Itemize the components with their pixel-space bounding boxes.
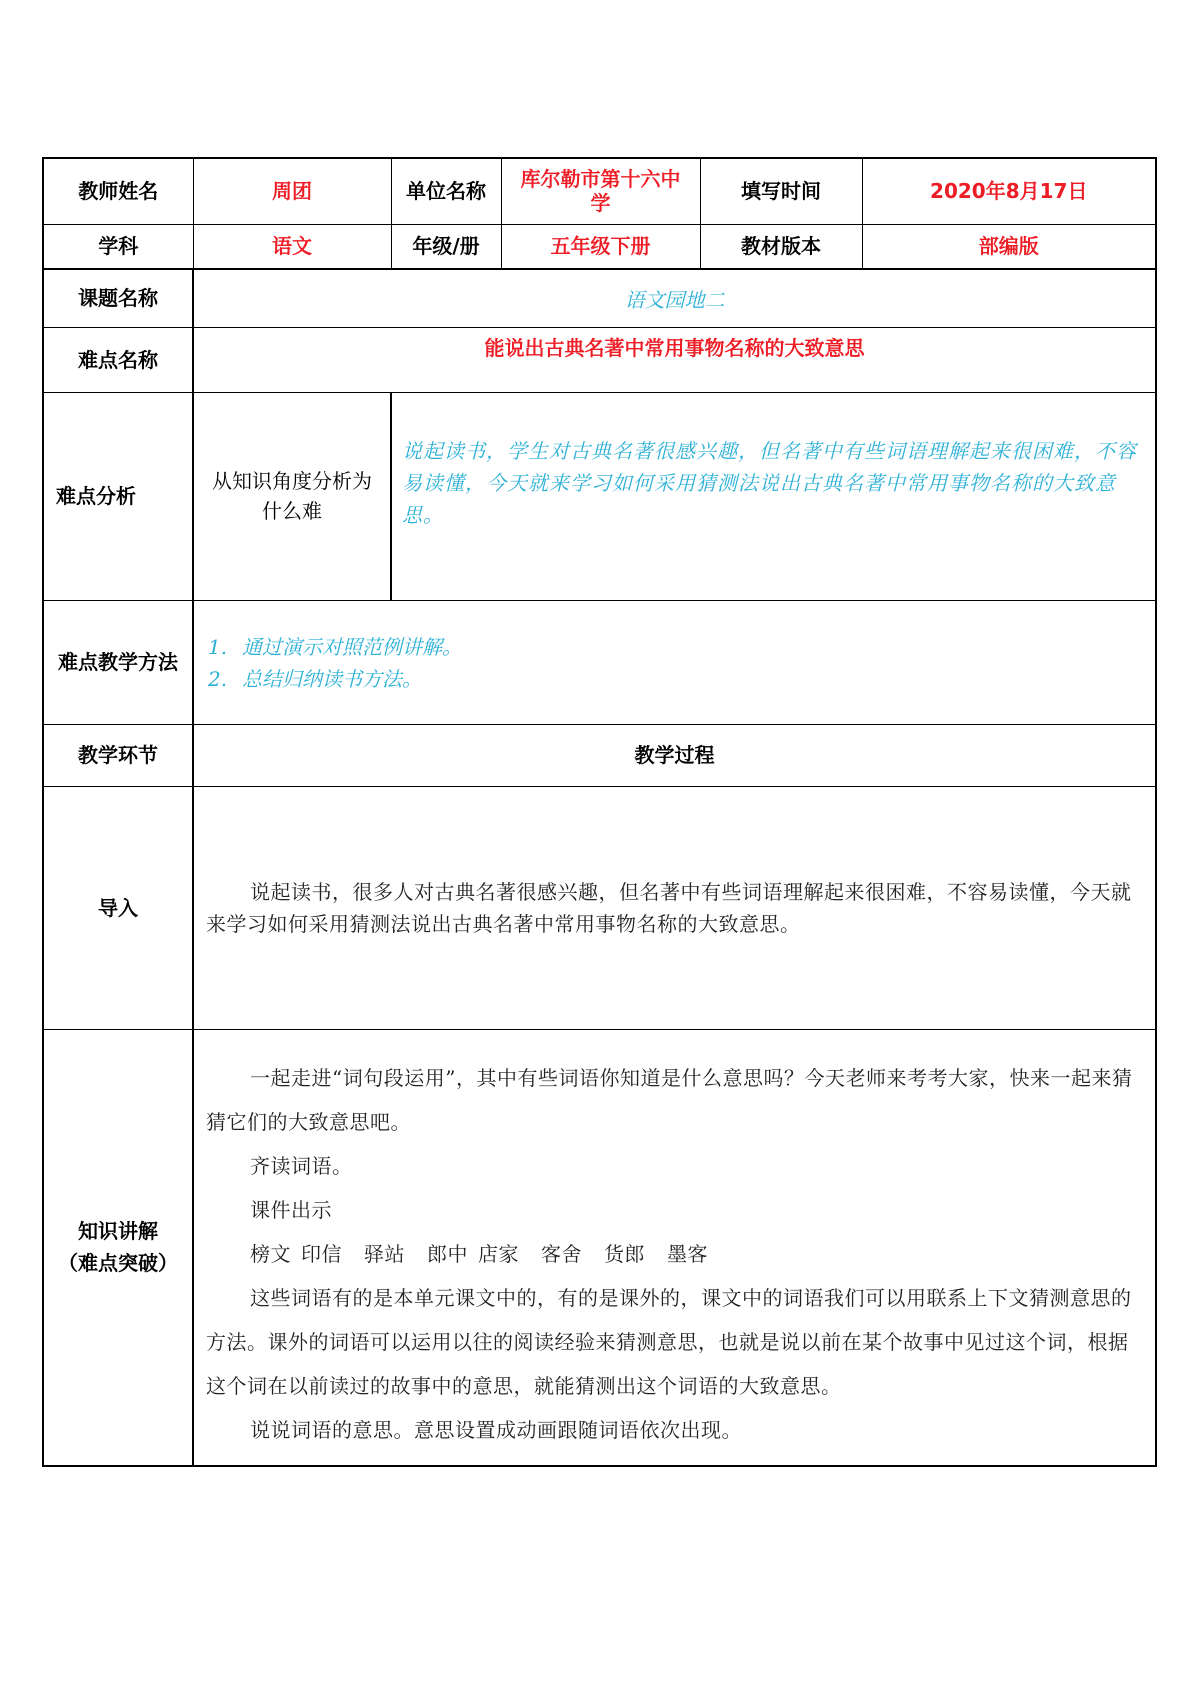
method-item-number: 2.: [208, 666, 228, 691]
difficulty-row: [43, 327, 1156, 392]
teacher-name-value: 周团: [193, 158, 391, 224]
vocabulary-word: 郎中: [427, 1241, 468, 1266]
stage-label: 教学环节: [43, 724, 193, 786]
explain-label: [43, 1029, 193, 1466]
method-item: [208, 631, 1145, 663]
edition-label: 教材版本: [700, 224, 862, 269]
method-item-number: 1.: [208, 634, 228, 659]
vocabulary-word: 货郎: [604, 1241, 645, 1266]
fill-date-label: 填写时间: [700, 158, 862, 224]
fill-date-value: 2020年8月17日: [862, 158, 1156, 224]
explain-paragraph-2: 齐读词语。: [250, 1153, 353, 1178]
unit-name-value: 库尔勒市第十六中学: [501, 158, 700, 224]
subject-label: 学科: [43, 224, 193, 269]
vocabulary-word: 驿站: [364, 1241, 405, 1266]
analysis-text: 说起读书，学生对古典名著很感兴趣，但名著中有些词语理解起来很困难，不容易读懂，今天就来学习如何采用猜测法说出古典名著中常用事物名称的大致意思。: [391, 392, 1156, 600]
explain-label-line1: 知识讲解: [78, 1219, 158, 1244]
grade-value: 五年级下册: [501, 224, 700, 269]
vocabulary-word: 客舍: [541, 1241, 582, 1266]
analysis-row: [43, 392, 1156, 600]
edition-value: 部编版: [862, 224, 1156, 269]
explain-label-line2: （难点突破）: [58, 1251, 178, 1276]
topic-label: 课题名称: [43, 269, 193, 327]
grade-label: 年级/册: [391, 224, 501, 269]
intro-row: [43, 786, 1156, 1029]
vocabulary-word: 印信: [301, 1241, 342, 1266]
process-header-row: [43, 724, 1156, 786]
subject-value: 语文: [193, 224, 391, 269]
method-label: 难点教学方法: [43, 600, 193, 724]
method-item: [208, 663, 1145, 695]
analysis-sub-label: 从知识角度分析为什么难: [193, 392, 391, 600]
explain-cell: [193, 1029, 1156, 1466]
header-row-2: [43, 224, 1156, 269]
topic-row: [43, 269, 1156, 327]
difficulty-label: 难点名称: [43, 327, 193, 392]
intro-text: 说起读书，很多人对古典名著很感兴趣，但名著中有些词语理解起来很困难，不容易读懂，今天就来学习如何采用猜测法说出古典名著中常用事物名称的大致意思。: [206, 879, 1132, 936]
method-item-text: 总结归纳读书方法。: [242, 666, 422, 691]
difficulty-value: 能说出古典名著中常用事物名称的大致意思: [193, 327, 1156, 392]
method-item-text: 通过演示对照范例讲解。: [242, 634, 462, 659]
analysis-label: 难点分析: [43, 392, 193, 600]
method-list: [193, 600, 1156, 724]
unit-name-label: 单位名称: [391, 158, 501, 224]
method-row: [43, 600, 1156, 724]
process-label: 教学过程: [193, 724, 1156, 786]
header-row-1: [43, 158, 1156, 224]
topic-value: 语文园地二: [193, 269, 1156, 327]
intro-cell: [193, 786, 1156, 1029]
explain-row: [43, 1029, 1156, 1466]
explain-paragraph-5: 说说词语的意思。意思设置成动画跟随词语依次出现。: [250, 1417, 742, 1442]
explain-paragraph-3: 课件出示: [250, 1197, 332, 1222]
vocabulary-word: 墨客: [667, 1241, 708, 1266]
vocabulary-word: 榜文: [250, 1241, 291, 1266]
explain-paragraph-1: 一起走进“词句段运用”，其中有些词语你知道是什么意思吗？今天老师来考考大家，快来一起来猜猜它们的大致意思吧。: [206, 1065, 1133, 1134]
lesson-plan-table: [42, 157, 1157, 1467]
lesson-plan-document: [42, 157, 1155, 1467]
intro-label: 导入: [43, 786, 193, 1029]
vocabulary-words: [206, 1232, 1145, 1276]
teacher-name-label: 教师姓名: [43, 158, 193, 224]
explain-paragraph-4: 这些词语有的是本单元课文中的，有的是课外的，课文中的词语我们可以用联系上下文猜测意思的方法。课外的词语可以运用以往的阅读经验来猜测意思，也就是说以前在某个故事中见过这个词，根据这个词在以前读过的故事中的意思，就能猜测出这个词语的大致意思。: [206, 1285, 1132, 1398]
vocabulary-word: 店家: [478, 1241, 519, 1266]
